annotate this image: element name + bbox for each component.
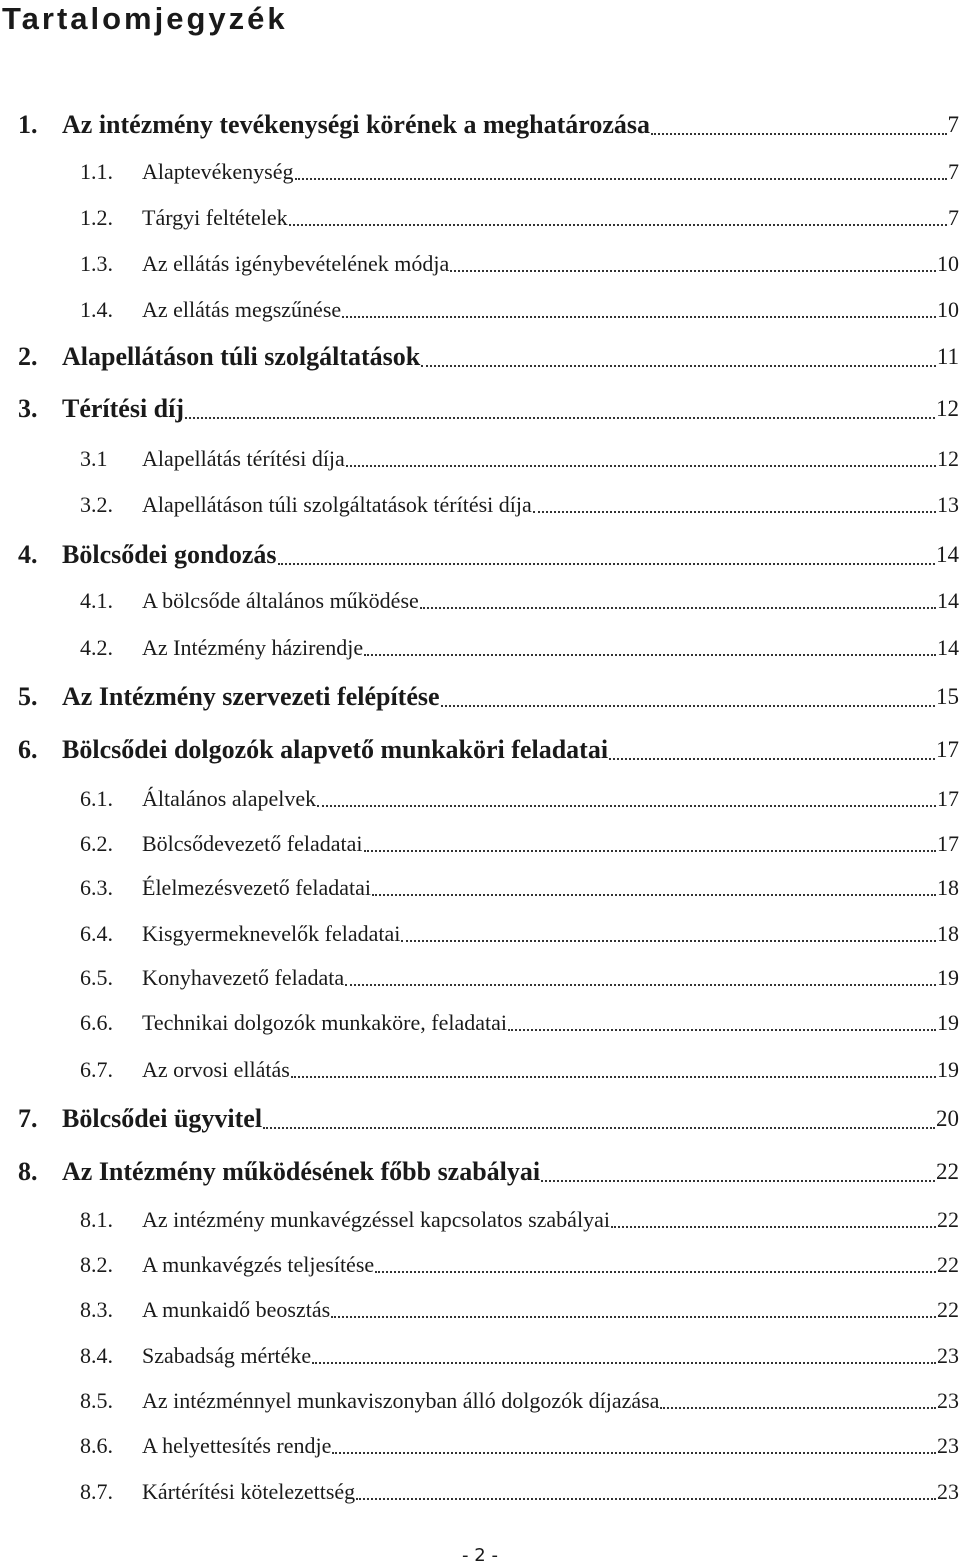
toc-subsection[interactable]	[80, 249, 959, 277]
toc-subsection[interactable]	[80, 1008, 959, 1036]
toc-entry-page: 13	[937, 492, 959, 517]
toc-entry-title: Élelmezésvezető feladatai	[142, 875, 372, 900]
dot-leader	[263, 1127, 935, 1129]
toc-entry-page: 12	[936, 396, 959, 421]
toc-entry-title: Szabadság mértéke	[142, 1343, 312, 1368]
dot-leader	[364, 850, 936, 852]
page-title: Tartalomjegyzék	[2, 1, 288, 36]
dot-leader	[356, 1498, 936, 1500]
page-number: - 2 -	[462, 1545, 498, 1566]
dot-leader	[295, 178, 948, 180]
toc-entry-page: 14	[936, 542, 959, 567]
toc-entry-title: Bölcsődei ügyvitel	[62, 1104, 263, 1133]
toc-entry-number: 1.3.	[80, 251, 113, 276]
dot-leader	[346, 465, 936, 467]
toc-entry-number: 1.4.	[80, 297, 113, 322]
toc-entry-page: 18	[937, 875, 959, 900]
dot-leader	[401, 940, 936, 942]
toc-entry-number: 8.	[18, 1157, 38, 1186]
toc-entry-title: Az Intézmény működésének főbb szabályai	[62, 1157, 541, 1186]
toc-section[interactable]	[18, 340, 959, 372]
toc-subsection[interactable]	[80, 490, 959, 518]
dot-leader	[609, 758, 935, 760]
toc-section[interactable]	[18, 733, 959, 765]
toc-entry-title: Technikai dolgozók munkaköre, feladatai	[142, 1010, 507, 1035]
dot-leader	[291, 1076, 936, 1078]
toc-subsection[interactable]	[80, 1477, 959, 1505]
toc-subsection[interactable]	[80, 203, 959, 231]
dot-leader	[185, 417, 935, 419]
toc-entry-page: 23	[937, 1388, 959, 1413]
toc-entry-page: 23	[937, 1433, 959, 1458]
toc-entry-title: A munkaidő beosztás	[142, 1297, 331, 1322]
toc-entry-number: 6.	[18, 735, 38, 764]
toc-entry-number: 4.2.	[80, 635, 113, 660]
toc-entry-title: Bölcsődei gondozás	[62, 540, 277, 569]
toc-entry-number: 6.6.	[80, 1010, 113, 1035]
toc-entry-number: 1.	[18, 110, 38, 139]
toc-entry-title: Az ellátás igénybevételének módja	[142, 251, 450, 276]
dot-leader	[289, 224, 947, 226]
toc-entry-number: 2.	[18, 342, 38, 371]
toc-subsection[interactable]	[80, 1431, 959, 1459]
toc-entry-number: 6.7.	[80, 1057, 113, 1082]
toc-entry-title: Bölcsődei dolgozók alapvető munkaköri feladatai	[62, 735, 609, 764]
toc-entry-title: Az Intézmény házirendje	[142, 635, 364, 660]
toc-subsection[interactable]	[80, 1341, 959, 1369]
toc-subsection[interactable]	[80, 157, 959, 185]
toc-entry-page: 7	[947, 112, 959, 137]
dot-leader	[611, 1226, 936, 1228]
dot-leader	[541, 1180, 935, 1182]
dot-leader	[364, 654, 936, 656]
toc-entry-number: 6.2.	[80, 831, 113, 856]
toc-section[interactable]	[18, 1155, 959, 1187]
toc-entry-title: Az intézménnyel munkaviszonyban álló dolgozók díjazása	[142, 1388, 660, 1413]
toc-subsection[interactable]	[80, 873, 959, 901]
toc-subsection[interactable]	[80, 295, 959, 323]
toc-entry-page: 19	[937, 965, 959, 990]
toc-entry-page: 20	[936, 1106, 959, 1131]
toc-entry-title: Az intézmény tevékenységi körének a meghatározása	[62, 110, 651, 139]
toc-entry-number: 8.3.	[80, 1297, 113, 1322]
dot-leader	[312, 1362, 936, 1364]
toc-entry-page: 17	[937, 786, 959, 811]
toc-subsection[interactable]	[80, 1250, 959, 1278]
toc-entry-number: 3.	[18, 394, 38, 423]
toc-entry-title: Alapellátáson túli szolgáltatások térítési díja	[142, 492, 532, 517]
toc-entry-page: 10	[937, 251, 959, 276]
toc-entry-number: 8.1.	[80, 1207, 113, 1232]
toc-subsection[interactable]	[80, 444, 959, 472]
toc-entry-number: 3.1	[80, 446, 108, 471]
toc-entry-page: 18	[937, 921, 959, 946]
toc-section[interactable]	[18, 392, 959, 424]
toc-entry-page: 22	[936, 1159, 959, 1184]
dot-leader	[441, 705, 935, 707]
toc-entry-title: Kisgyermeknevelők feladatai	[142, 921, 401, 946]
toc-section[interactable]	[18, 680, 959, 712]
toc-subsection[interactable]	[80, 1295, 959, 1323]
toc-entry-page: 7	[948, 205, 959, 230]
toc-subsection[interactable]	[80, 1205, 959, 1233]
toc-section[interactable]	[18, 1102, 959, 1134]
toc-entry-page: 22	[937, 1207, 959, 1232]
toc-entry-page: 23	[937, 1479, 959, 1504]
dot-leader	[421, 365, 936, 367]
dot-leader	[278, 563, 935, 565]
toc-subsection[interactable]	[80, 963, 959, 991]
toc-entry-title: Az orvosi ellátás	[142, 1057, 290, 1082]
toc-entry-page: 7	[948, 159, 959, 184]
dot-leader	[345, 984, 936, 986]
toc-entry-number: 7.	[18, 1104, 38, 1133]
toc-section[interactable]	[18, 108, 959, 140]
dot-leader	[331, 1316, 936, 1318]
toc-entry-page: 17	[936, 737, 959, 762]
toc-entry-page: 14	[937, 588, 959, 613]
toc-entry-title: Általános alapelvek	[142, 786, 317, 811]
toc-subsection[interactable]	[80, 829, 959, 857]
dot-leader	[508, 1029, 936, 1031]
toc-entry-page: 17	[937, 831, 959, 856]
dot-leader	[317, 805, 936, 807]
dot-leader	[375, 1271, 936, 1273]
toc-entry-page: 15	[936, 684, 959, 709]
toc-entry-number: 8.4.	[80, 1343, 113, 1368]
toc-entry-number: 3.2.	[80, 492, 113, 517]
toc-entry-number: 8.5.	[80, 1388, 113, 1413]
toc-subsection[interactable]	[80, 919, 959, 947]
toc-entry-number: 1.1.	[80, 159, 113, 184]
toc-section[interactable]	[18, 538, 959, 570]
dot-leader	[372, 894, 936, 896]
toc-entry-page: 22	[937, 1252, 959, 1277]
toc-entry-page: 10	[937, 297, 959, 322]
toc-entry-page: 11	[936, 344, 959, 369]
toc-entry-page: 22	[937, 1297, 959, 1322]
toc-entry-number: 6.4.	[80, 921, 113, 946]
dot-leader	[533, 511, 936, 513]
toc-entry-title: Alapellátáson túli szolgáltatások	[62, 342, 421, 371]
toc-subsection[interactable]	[80, 1386, 959, 1414]
toc-entry-title: A helyettesítés rendje	[142, 1433, 332, 1458]
dot-leader	[450, 270, 936, 272]
toc-entry-title: Az ellátás megszűnése	[142, 297, 342, 322]
toc-entry-number: 5.	[18, 682, 38, 711]
dot-leader	[651, 133, 946, 135]
toc-entry-title: Alapellátás térítési díja	[142, 446, 345, 471]
toc-entry-page: 19	[937, 1057, 959, 1082]
toc-entry-page: 12	[937, 446, 959, 471]
dot-leader	[420, 607, 936, 609]
toc-entry-page: 19	[937, 1010, 959, 1035]
toc-entry-title: Kártérítési kötelezettség	[142, 1479, 356, 1504]
toc-entry-number: 4.1.	[80, 588, 113, 613]
toc-entry-title: Bölcsődevezető feladatai	[142, 831, 363, 856]
toc-entry-title: Az intézmény munkavégzéssel kapcsolatos szabályai	[142, 1207, 610, 1232]
dot-leader	[660, 1407, 936, 1409]
toc-subsection[interactable]	[80, 586, 959, 614]
toc-entry-number: 8.7.	[80, 1479, 113, 1504]
toc-subsection[interactable]	[80, 1055, 959, 1083]
toc-entry-title: A munkavégzés teljesítése	[142, 1252, 375, 1277]
toc-entry-number: 4.	[18, 540, 38, 569]
toc-subsection[interactable]	[80, 784, 959, 812]
dot-leader	[332, 1452, 936, 1454]
toc-entry-number: 6.3.	[80, 875, 113, 900]
toc-entry-number: 1.2.	[80, 205, 113, 230]
toc-entry-number: 8.6.	[80, 1433, 113, 1458]
toc-entry-page: 23	[937, 1343, 959, 1368]
toc-entry-title: Térítési díj	[62, 394, 185, 423]
toc-entry-title: Alaptevékenység	[142, 159, 294, 184]
dot-leader	[342, 316, 936, 318]
toc-entry-title: A bölcsőde általános működése	[142, 588, 419, 613]
toc-entry-title: Tárgyi feltételek	[142, 205, 288, 230]
toc-entry-number: 6.1.	[80, 786, 113, 811]
toc-entry-title: Az Intézmény szervezeti felépítése	[62, 682, 440, 711]
toc-subsection[interactable]	[80, 633, 959, 661]
toc-entry-number: 6.5.	[80, 965, 113, 990]
toc-entry-number: 8.2.	[80, 1252, 113, 1277]
toc-entry-title: Konyhavezető feladata	[142, 965, 345, 990]
toc-entry-page: 14	[937, 635, 959, 660]
